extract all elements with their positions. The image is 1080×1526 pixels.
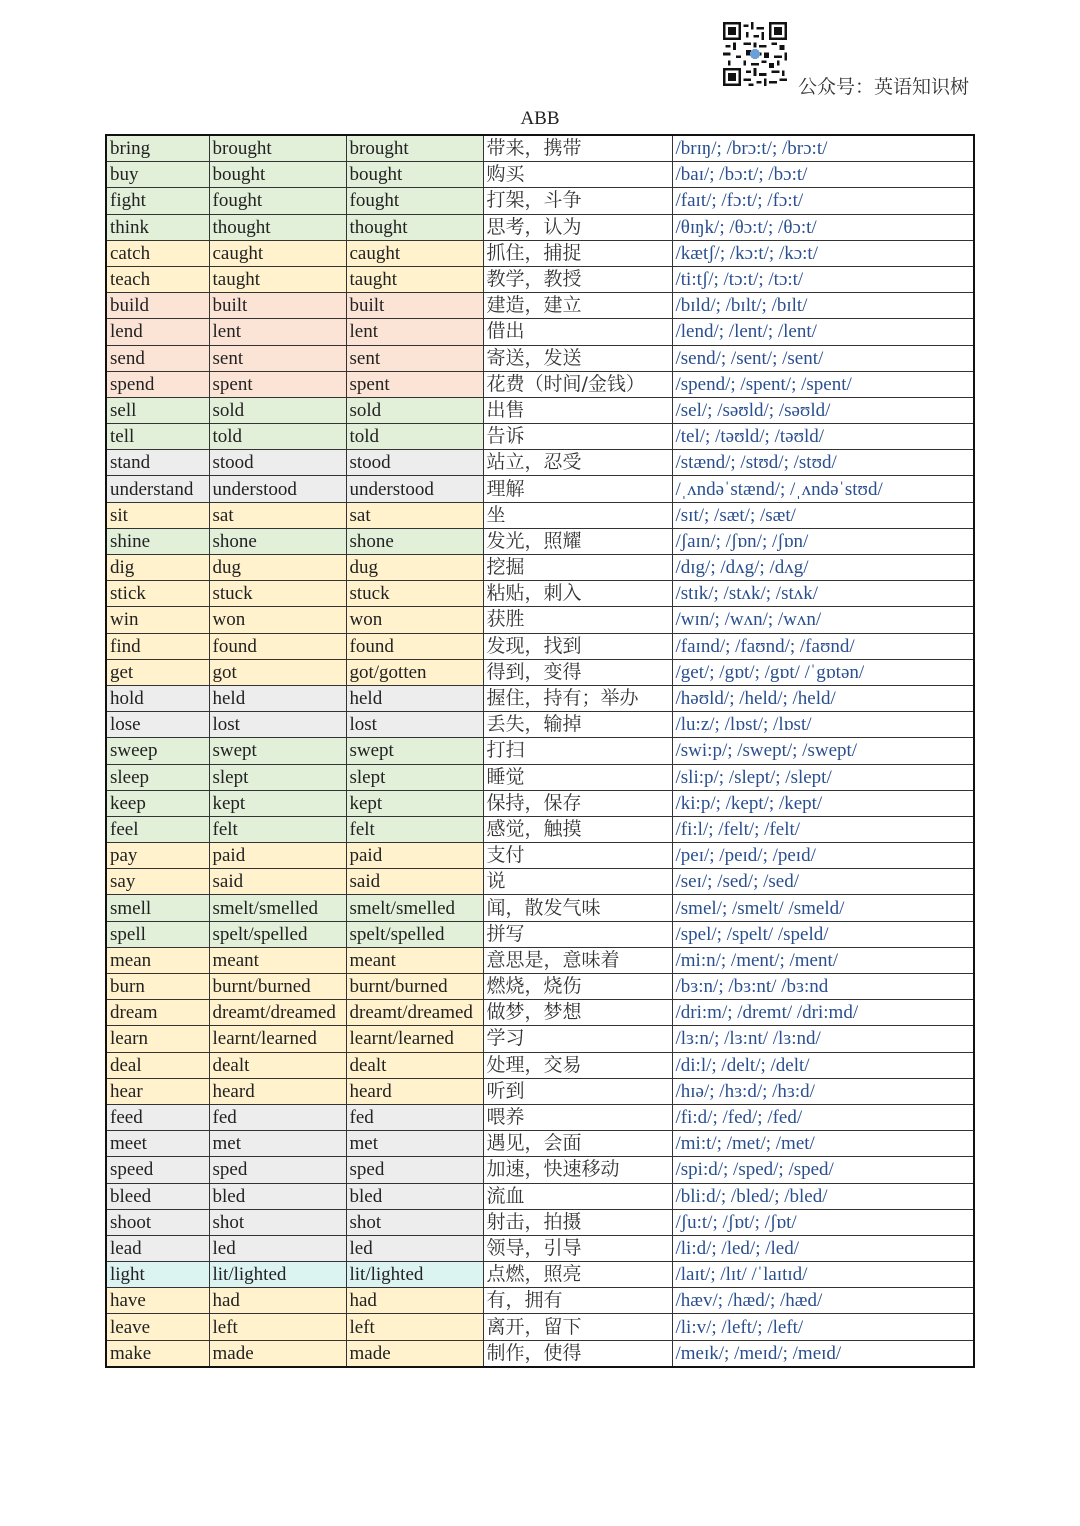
verb-base-cell: make [106,1340,209,1367]
verb-phonetic-cell: /di:l/; /delt/; /delt/ [672,1052,974,1078]
verb-meaning-cell: 处理，交易 [483,1052,672,1078]
verb-base-cell: sit [106,502,209,528]
verb-phonetic-cell: /sɪt/; /sæt/; /sæt/ [672,502,974,528]
verb-participle-cell: built [346,293,483,319]
verb-past-cell: shot [209,1209,346,1235]
verb-participle-cell: held [346,685,483,711]
verb-base-cell: smell [106,895,209,921]
verb-past-cell: sped [209,1157,346,1183]
table-row [106,869,974,895]
verb-base-cell: deal [106,1052,209,1078]
verb-participle-cell: burnt/burned [346,974,483,1000]
verb-participle-cell: got/gotten [346,659,483,685]
verb-past-cell: stuck [209,581,346,607]
verb-past-cell: slept [209,764,346,790]
verb-base-cell: sell [106,397,209,423]
verb-past-cell: lit/lighted [209,1262,346,1288]
table-row [106,555,974,581]
verb-meaning-cell: 粘贴，刺入 [483,581,672,607]
verb-meaning-cell: 支付 [483,843,672,869]
verb-past-cell: made [209,1340,346,1367]
verb-participle-cell: left [346,1314,483,1340]
verb-base-cell: lead [106,1235,209,1261]
verb-meaning-cell: 点燃，照亮 [483,1262,672,1288]
verb-meaning-cell: 遇见，会面 [483,1131,672,1157]
verb-meaning-cell: 射击，拍摄 [483,1209,672,1235]
verb-base-cell: send [106,345,209,371]
table-row [106,1000,974,1026]
verb-past-cell: burnt/burned [209,974,346,1000]
verb-phonetic-cell: /hæv/; /hæd/; /hæd/ [672,1288,974,1314]
verb-participle-cell: lit/lighted [346,1262,483,1288]
verb-base-cell: sweep [106,738,209,764]
verb-meaning-cell: 出售 [483,397,672,423]
verb-phonetic-cell: /tel/; /təʊld/; /təʊld/ [672,424,974,450]
verb-phonetic-cell: /mi:n/; /ment/; /ment/ [672,947,974,973]
table-row [106,712,974,738]
table-row [106,1288,974,1314]
verb-participle-cell: felt [346,816,483,842]
verb-participle-cell: met [346,1131,483,1157]
verb-participle-cell: slept [346,764,483,790]
verb-past-cell: lent [209,319,346,345]
table-row [106,1078,974,1104]
verb-participle-cell: lent [346,319,483,345]
verb-past-cell: understood [209,476,346,502]
verb-past-cell: sent [209,345,346,371]
table-row [106,240,974,266]
verb-base-cell: light [106,1262,209,1288]
verb-past-cell: meant [209,947,346,973]
verb-base-cell: learn [106,1026,209,1052]
verb-meaning-cell: 拼写 [483,921,672,947]
verb-past-cell: got [209,659,346,685]
verb-participle-cell: dug [346,555,483,581]
table-row [106,581,974,607]
verb-base-cell: spell [106,921,209,947]
verb-phonetic-cell: /baɪ/; /bɔ:t/; /bɔ:t/ [672,162,974,188]
verb-base-cell: tell [106,424,209,450]
verb-base-cell: mean [106,947,209,973]
verb-phonetic-cell: /stænd/; /stʊd/; /stʊd/ [672,450,974,476]
verb-participle-cell: learnt/learned [346,1026,483,1052]
verb-past-cell: kept [209,790,346,816]
verb-base-cell: burn [106,974,209,1000]
verb-participle-cell: stood [346,450,483,476]
verb-base-cell: meet [106,1131,209,1157]
verb-participle-cell: sat [346,502,483,528]
verb-base-cell: buy [106,162,209,188]
verb-phonetic-cell: /send/; /sent/; /sent/ [672,345,974,371]
verb-phonetic-cell: /kætʃ/; /kɔ:t/; /kɔ:t/ [672,240,974,266]
verb-past-cell: learnt/learned [209,1026,346,1052]
verb-meaning-cell: 燃烧，烧伤 [483,974,672,1000]
verb-meaning-cell: 喂养 [483,1104,672,1130]
verb-participle-cell: led [346,1235,483,1261]
verb-past-cell: found [209,633,346,659]
verb-participle-cell: fought [346,188,483,214]
verb-phonetic-cell: /get/; /gɒt/; /gɒt/ /ˈgɒtən/ [672,659,974,685]
verb-base-cell: win [106,607,209,633]
verb-base-cell: understand [106,476,209,502]
verb-base-cell: spend [106,371,209,397]
table-row [106,266,974,292]
verb-participle-cell: smelt/smelled [346,895,483,921]
verb-base-cell: speed [106,1157,209,1183]
verb-past-cell: had [209,1288,346,1314]
verb-meaning-cell: 听到 [483,1078,672,1104]
verb-past-cell: bought [209,162,346,188]
verb-base-cell: teach [106,266,209,292]
verb-participle-cell: dealt [346,1052,483,1078]
verb-phonetic-cell: /lu:z/; /lɒst/; /lɒst/ [672,712,974,738]
verb-phonetic-cell: /bɪld/; /bɪlt/; /bɪlt/ [672,293,974,319]
table-row [106,764,974,790]
verb-meaning-cell: 发现，找到 [483,633,672,659]
verb-phonetic-cell: /dri:m/; /dremt/ /dri:md/ [672,1000,974,1026]
verb-meaning-cell: 打架，斗争 [483,188,672,214]
table-row [106,135,974,162]
verb-participle-cell: found [346,633,483,659]
verb-phonetic-cell: /spi:d/; /sped/; /sped/ [672,1157,974,1183]
verb-phonetic-cell: /spel/; /spelt/ /speld/ [672,921,974,947]
verb-past-cell: brought [209,135,346,162]
verb-meaning-cell: 意思是，意味着 [483,947,672,973]
verb-past-cell: taught [209,266,346,292]
verb-base-cell: get [106,659,209,685]
table-row [106,528,974,554]
verb-base-cell: hold [106,685,209,711]
verb-participle-cell: dreamt/dreamed [346,1000,483,1026]
verb-meaning-cell: 告诉 [483,424,672,450]
verb-meaning-cell: 寄送，发送 [483,345,672,371]
verb-base-cell: lose [106,712,209,738]
verb-meaning-cell: 打扫 [483,738,672,764]
verb-meaning-cell: 带来，携带 [483,135,672,162]
verb-past-cell: stood [209,450,346,476]
table-row [106,790,974,816]
verb-past-cell: met [209,1131,346,1157]
table-row [106,397,974,423]
verb-meaning-cell: 理解 [483,476,672,502]
verb-base-cell: bring [106,135,209,162]
verb-participle-cell: told [346,424,483,450]
verb-base-cell: have [106,1288,209,1314]
verb-meaning-cell: 说 [483,869,672,895]
verb-base-cell: fight [106,188,209,214]
verb-meaning-cell: 学习 [483,1026,672,1052]
verb-base-cell: catch [106,240,209,266]
verb-past-cell: fought [209,188,346,214]
verb-phonetic-cell: /ʃaɪn/; /ʃɒn/; /ʃɒn/ [672,528,974,554]
verb-base-cell: stand [106,450,209,476]
verb-meaning-cell: 花费（时间/金钱） [483,371,672,397]
table-row [106,319,974,345]
verb-meaning-cell: 流血 [483,1183,672,1209]
verb-participle-cell: sent [346,345,483,371]
verb-participle-cell: had [346,1288,483,1314]
table-row [106,450,974,476]
verb-meaning-cell: 站立，忍受 [483,450,672,476]
verb-base-cell: think [106,214,209,240]
verb-participle-cell: meant [346,947,483,973]
verb-meaning-cell: 加速，快速移动 [483,1157,672,1183]
table-row [106,921,974,947]
table-row [106,188,974,214]
table-row [106,843,974,869]
verb-phonetic-cell: /fi:l/; /felt/; /felt/ [672,816,974,842]
verb-meaning-cell: 睡觉 [483,764,672,790]
verb-meaning-cell: 坐 [483,502,672,528]
table-row [106,1235,974,1261]
verb-meaning-cell: 教学，教授 [483,266,672,292]
table-row [106,1209,974,1235]
table-row [106,633,974,659]
verb-phonetic-cell: /həʊld/; /held/; /held/ [672,685,974,711]
table-row [106,1131,974,1157]
verb-phonetic-cell: /smel/; /smelt/ /smeld/ [672,895,974,921]
verb-phonetic-cell: /ti:tʃ/; /tɔ:t/; /tɔ:t/ [672,266,974,292]
table-row [106,1157,974,1183]
irregular-verbs-table [105,134,975,1368]
verb-participle-cell: won [346,607,483,633]
verb-participle-cell: stuck [346,581,483,607]
verb-phonetic-cell: /bli:d/; /bled/; /bled/ [672,1183,974,1209]
table-row [106,424,974,450]
verb-base-cell: keep [106,790,209,816]
verb-phonetic-cell: /sli:p/; /slept/; /slept/ [672,764,974,790]
verb-past-cell: swept [209,738,346,764]
verb-participle-cell: swept [346,738,483,764]
verb-past-cell: won [209,607,346,633]
verb-phonetic-cell: /dɪg/; /dʌg/; /dʌg/ [672,555,974,581]
verb-base-cell: shoot [106,1209,209,1235]
table-row [106,659,974,685]
verb-past-cell: dreamt/dreamed [209,1000,346,1026]
verb-phonetic-cell: /stɪk/; /stʌk/; /stʌk/ [672,581,974,607]
verb-meaning-cell: 借出 [483,319,672,345]
verb-base-cell: build [106,293,209,319]
table-row [106,502,974,528]
verb-meaning-cell: 有，拥有 [483,1288,672,1314]
verb-past-cell: felt [209,816,346,842]
verb-meaning-cell: 丢失，输掉 [483,712,672,738]
table-row [106,162,974,188]
verb-phonetic-cell: /bɜ:n/; /bɜ:nt/ /bɜ:nd [672,974,974,1000]
verb-phonetic-cell: /sel/; /səʊld/; /səʊld/ [672,397,974,423]
verb-past-cell: spelt/spelled [209,921,346,947]
verb-past-cell: shone [209,528,346,554]
verb-past-cell: caught [209,240,346,266]
verb-participle-cell: made [346,1340,483,1367]
verb-meaning-cell: 离开，留下 [483,1314,672,1340]
verb-phonetic-cell: /faɪnd/; /faʊnd/; /faʊnd/ [672,633,974,659]
verb-participle-cell: paid [346,843,483,869]
verb-phonetic-cell: /faɪt/; /fɔ:t/; /fɔ:t/ [672,188,974,214]
verb-base-cell: say [106,869,209,895]
verb-participle-cell: shone [346,528,483,554]
verb-past-cell: lost [209,712,346,738]
verb-participle-cell: fed [346,1104,483,1130]
verb-past-cell: left [209,1314,346,1340]
verb-base-cell: find [106,633,209,659]
verb-participle-cell: heard [346,1078,483,1104]
verb-past-cell: sold [209,397,346,423]
verb-meaning-cell: 感觉，触摸 [483,816,672,842]
verb-meaning-cell: 领导，引导 [483,1235,672,1261]
verb-phonetic-cell: /lɜ:n/; /lɜ:nt/ /lɜ:nd/ [672,1026,974,1052]
table-row [106,738,974,764]
verb-phonetic-cell: /wɪn/; /wʌn/; /wʌn/ [672,607,974,633]
verb-base-cell: feel [106,816,209,842]
verb-meaning-cell: 建造，建立 [483,293,672,319]
verb-phonetic-cell: /ˌʌndəˈstænd/; /ˌʌndəˈstʊd/ [672,476,974,502]
verb-past-cell: paid [209,843,346,869]
verb-past-cell: sat [209,502,346,528]
table-row [106,1314,974,1340]
verb-base-cell: pay [106,843,209,869]
table-row [106,895,974,921]
verb-phonetic-cell: /li:d/; /led/; /led/ [672,1235,974,1261]
verb-participle-cell: understood [346,476,483,502]
page-title: ABB [520,108,560,129]
verb-participle-cell: sold [346,397,483,423]
verb-phonetic-cell: /lend/; /lent/; /lent/ [672,319,974,345]
verb-past-cell: held [209,685,346,711]
verb-meaning-cell: 闻，散发气味 [483,895,672,921]
verb-past-cell: dealt [209,1052,346,1078]
verb-meaning-cell: 保持，保存 [483,790,672,816]
verb-meaning-cell: 握住，持有；举办 [483,685,672,711]
verb-past-cell: bled [209,1183,346,1209]
table-row [106,371,974,397]
verb-phonetic-cell: /brɪŋ/; /brɔ:t/; /brɔ:t/ [672,135,974,162]
verb-meaning-cell: 获胜 [483,607,672,633]
verb-participle-cell: bled [346,1183,483,1209]
table-row [106,1262,974,1288]
verb-base-cell: bleed [106,1183,209,1209]
verb-participle-cell: taught [346,266,483,292]
verb-phonetic-cell: /swi:p/; /swept/; /swept/ [672,738,974,764]
verb-phonetic-cell: /ki:p/; /kept/; /kept/ [672,790,974,816]
table-row [106,685,974,711]
verb-phonetic-cell: /peɪ/; /peɪd/; /peɪd/ [672,843,974,869]
verb-base-cell: leave [106,1314,209,1340]
table-row [106,607,974,633]
verb-base-cell: feed [106,1104,209,1130]
verb-meaning-cell: 抓住，捕捉 [483,240,672,266]
verb-participle-cell: thought [346,214,483,240]
account-label: 公众号：英语知识树 [798,76,970,98]
verb-phonetic-cell: /laɪt/; /lɪt/ /ˈlaɪtɪd/ [672,1262,974,1288]
verb-phonetic-cell: /spend/; /spent/; /spent/ [672,371,974,397]
verb-base-cell: dream [106,1000,209,1026]
verb-participle-cell: shot [346,1209,483,1235]
verb-past-cell: dug [209,555,346,581]
verb-phonetic-cell: /ʃu:t/; /ʃɒt/; /ʃɒt/ [672,1209,974,1235]
verb-past-cell: heard [209,1078,346,1104]
verb-base-cell: sleep [106,764,209,790]
verb-participle-cell: caught [346,240,483,266]
verb-meaning-cell: 挖掘 [483,555,672,581]
verb-participle-cell: kept [346,790,483,816]
verb-past-cell: thought [209,214,346,240]
verb-phonetic-cell: /hɪə/; /hɜ:d/; /hɜ:d/ [672,1078,974,1104]
verb-participle-cell: brought [346,135,483,162]
verb-base-cell: hear [106,1078,209,1104]
verb-past-cell: spent [209,371,346,397]
table-row [106,1026,974,1052]
verb-meaning-cell: 得到，变得 [483,659,672,685]
table-row [106,293,974,319]
verb-phonetic-cell: /meɪk/; /meɪd/; /meɪd/ [672,1340,974,1367]
table-row [106,974,974,1000]
table-row [106,214,974,240]
verb-phonetic-cell: /fi:d/; /fed/; /fed/ [672,1104,974,1130]
verb-base-cell: lend [106,319,209,345]
verb-meaning-cell: 做梦，梦想 [483,1000,672,1026]
table-row [106,345,974,371]
verb-phonetic-cell: /seɪ/; /sed/; /sed/ [672,869,974,895]
verb-base-cell: shine [106,528,209,554]
qr-code-icon [723,22,787,86]
table-row [106,1052,974,1078]
verb-past-cell: said [209,869,346,895]
verb-participle-cell: sped [346,1157,483,1183]
table-row [106,476,974,502]
table-row [106,1183,974,1209]
verb-participle-cell: spent [346,371,483,397]
verb-past-cell: built [209,293,346,319]
table-row [106,1104,974,1130]
verb-participle-cell: said [346,869,483,895]
verb-meaning-cell: 制作，使得 [483,1340,672,1367]
verb-past-cell: led [209,1235,346,1261]
verb-phonetic-cell: /mi:t/; /met/; /met/ [672,1131,974,1157]
table-row [106,947,974,973]
verb-base-cell: dig [106,555,209,581]
table-row [106,816,974,842]
verb-meaning-cell: 购买 [483,162,672,188]
verb-past-cell: told [209,424,346,450]
verb-phonetic-cell: /li:v/; /left/; /left/ [672,1314,974,1340]
table-row [106,1340,974,1367]
verb-participle-cell: lost [346,712,483,738]
verb-base-cell: stick [106,581,209,607]
verb-meaning-cell: 思考，认为 [483,214,672,240]
verb-participle-cell: spelt/spelled [346,921,483,947]
verb-meaning-cell: 发光，照耀 [483,528,672,554]
verb-past-cell: fed [209,1104,346,1130]
verb-past-cell: smelt/smelled [209,895,346,921]
verb-phonetic-cell: /θɪŋk/; /θɔ:t/; /θɔ:t/ [672,214,974,240]
verb-participle-cell: bought [346,162,483,188]
